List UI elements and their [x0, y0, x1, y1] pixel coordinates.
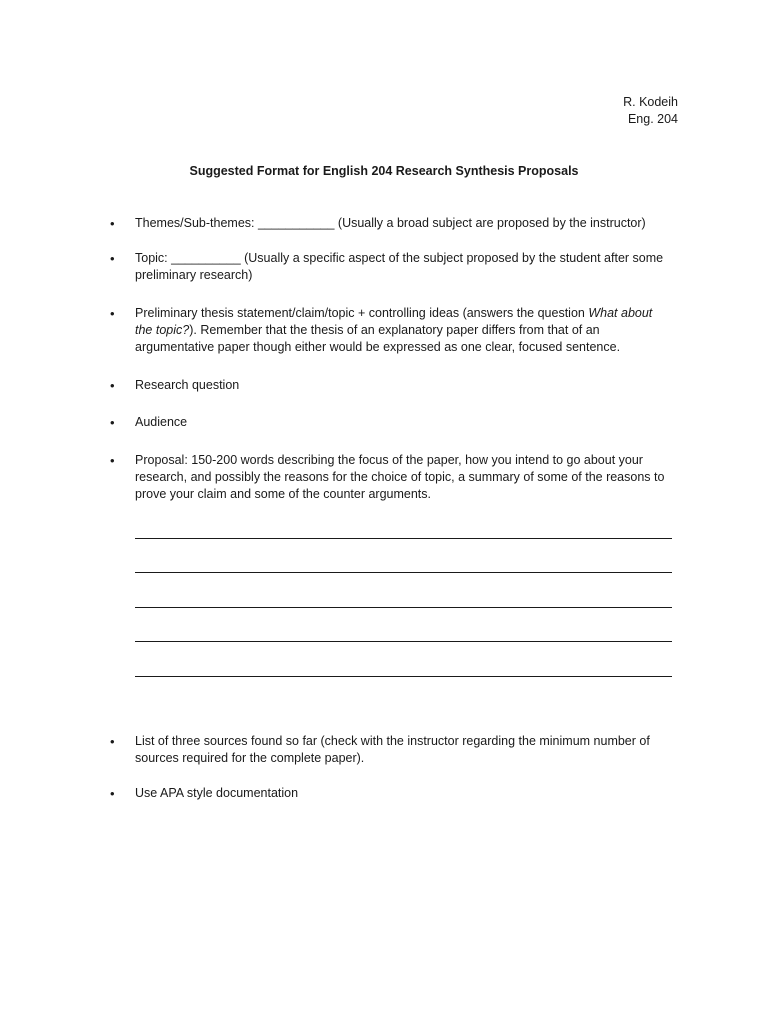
text-segment: ). Remember that the thesis of an explanatory paper differs from that of an [189, 323, 600, 337]
list-item-proposal [110, 452, 672, 503]
document-title: Suggested Format for English 204 Research Synthesis Proposals [189, 164, 579, 178]
list-item-apa [110, 785, 672, 802]
list-item-topic [110, 250, 672, 284]
bullet-marker: • [110, 734, 115, 749]
writing-line[interactable] [135, 538, 672, 539]
list-item-text: Research question [135, 378, 240, 392]
text-line: preliminary research) [135, 268, 253, 282]
writing-line[interactable] [135, 641, 672, 642]
bullet-marker: • [110, 415, 115, 430]
list-item-text [135, 452, 672, 503]
list-item-audience [110, 414, 672, 431]
text-segment: Preliminary thesis statement/claim/topic + controlling ideas (answers the question [135, 306, 589, 320]
bullet-marker: • [110, 216, 115, 231]
writing-line[interactable] [135, 676, 672, 677]
list-item-text [135, 250, 672, 284]
text-line: List of three sources found so far (check with the instructor regarding the minimum number of [135, 734, 650, 748]
author-name: R. Kodeih [623, 95, 678, 109]
text-line: sources required for the complete paper). [135, 751, 365, 765]
italic-text: What about [588, 306, 653, 320]
bullet-marker: • [110, 306, 115, 321]
text-line: prove your claim and some of the counter arguments. [135, 487, 431, 501]
list-item-text: Themes/Sub-themes: ___________ (Usually a broad subject are proposed by the instructor) [135, 216, 646, 230]
list-item-thesis [110, 305, 672, 356]
text-line: argumentative paper though either would be expressed as one clear, focused sentence. [135, 340, 621, 354]
bullet-marker: • [110, 786, 115, 801]
bullet-marker: • [110, 453, 115, 468]
writing-line[interactable] [135, 572, 672, 573]
course-code: Eng. 204 [627, 112, 678, 126]
list-item-text [135, 733, 672, 767]
italic-text: the topic? [135, 323, 190, 337]
text-line: research, and possibly the reasons for the choice of topic, a summary of some of the reasons to [135, 470, 665, 484]
list-item-text: Audience [135, 415, 188, 429]
list-item-research-question [110, 377, 672, 394]
text-line [135, 322, 672, 339]
text-line [135, 305, 672, 322]
text-line: Topic: __________ (Usually a specific aspect of the subject proposed by the student after some [135, 251, 664, 265]
writing-line[interactable] [135, 607, 672, 608]
text-line: Proposal: 150-200 words describing the focus of the paper, how you intend to go about your [135, 453, 643, 467]
bullet-marker: • [110, 251, 115, 266]
bullet-marker: • [110, 378, 115, 393]
list-item-text: Use APA style documentation [135, 786, 299, 800]
list-item-text [135, 305, 672, 356]
list-item-sources [110, 733, 672, 767]
author-block [623, 94, 678, 128]
list-item-themes [110, 215, 672, 232]
